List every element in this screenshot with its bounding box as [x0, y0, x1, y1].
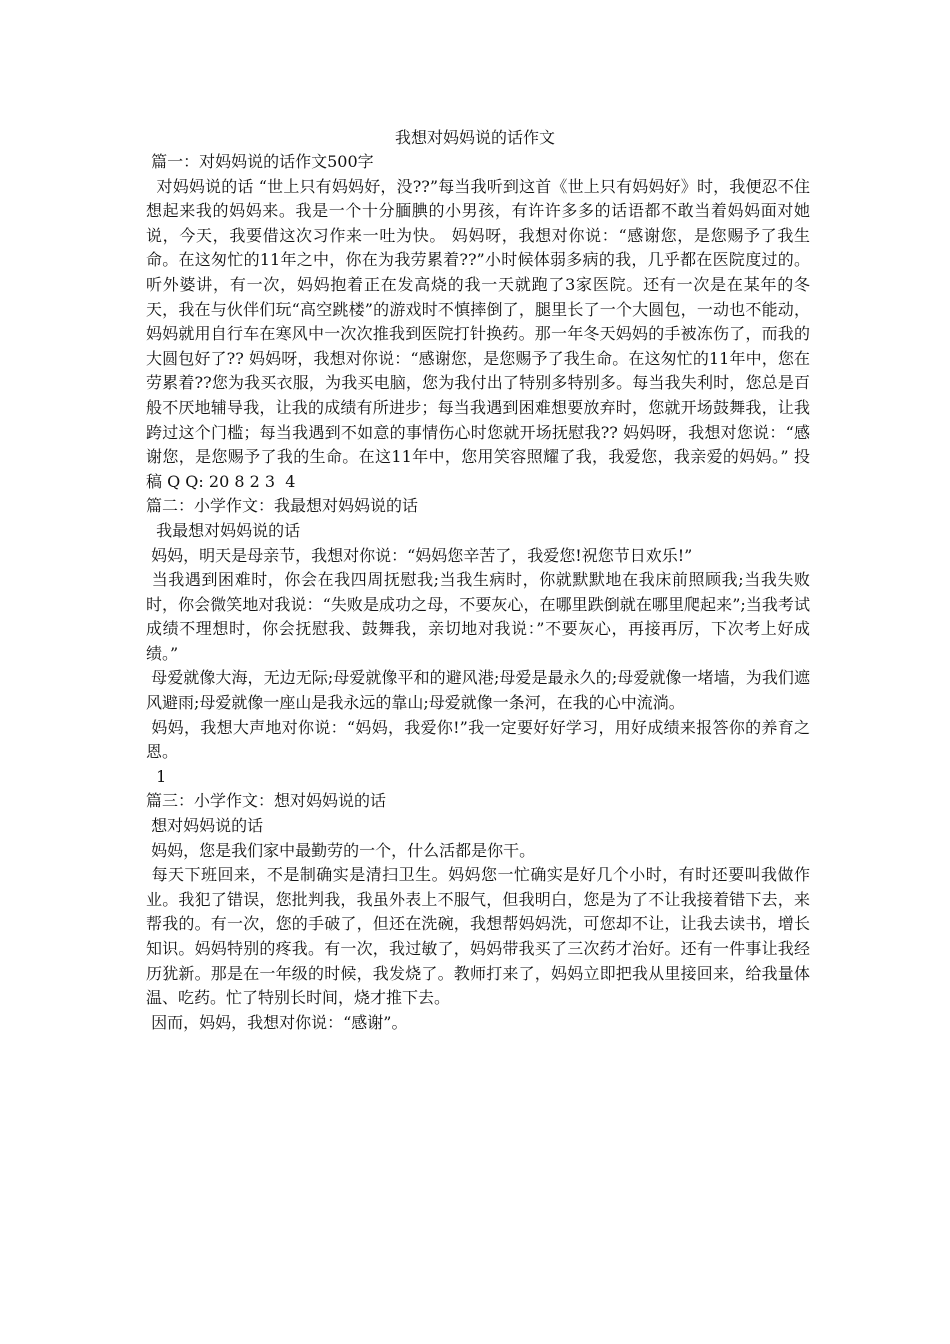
- subtitle: 我最想对妈妈说的话: [146, 520, 301, 540]
- section-heading-3: 篇三：小学作文：想对妈妈说的话: [146, 791, 387, 811]
- paragraph: 因而，妈妈，我想对你说：“感谢”。: [146, 1012, 408, 1032]
- paragraph: 母爱就像大海，无边无际;母爱就像平和的避风港;母爱是最永久的;母爱就像一堵墙，为我们遮风避雨;母爱就像一座山是我永远的靠山;母爱就像一条河，在我的心中流淌。: [146, 668, 810, 713]
- paragraph: 当我遇到困难时，你会在我四周抚慰我;当我生病时，你就默默地在我床前照顾我;当我失败时，你会微笑地对我说：“失败是成功之母，不要灰心，在哪里跌倒就在哪里爬起来”;当我考试成绩不理想时，你会抚慰我、鼓舞我，亲切地对我说：”不要灰心，再接再厉，下次考上好成绩。”: [146, 570, 810, 663]
- paragraph: 对妈妈说的话 “世上只有妈妈好，没??”每当我听到这首《世上只有妈妈好》时，我便忍不住想起来我的妈妈来。我是一个十分腼腆的小男孩，有许许多多的话语都不敢当着妈妈面对她说，今天，我要借这次习作来一吐为快。 妈妈呀，我想对你说：“感谢您，是您赐予了我生命。在这匆忙的11年之中，你在为我劳累着??”小时候体弱多病的我，几乎都在医院度过的。听外婆讲，有一次，妈妈抱着正在发高烧的我一天就跑了3家医院。还有一次是在某年的冬天，我在与伙伴们玩“高空跳楼”的游戏时不慎摔倒了，腿里长了一个大圆包，一动也不能动，妈妈就用自行车在寒风中一次次推我到医院打针换药。那一年冬天妈妈的手被冻伤了，而我的大圆包好了?? 妈妈呀，我想对你说：“感谢您，是您赐予了我生命。在这匆忙的11年中，您在劳累着??您为我买衣服，为我买电脑，您为我付出了特别多特别多。每当我失利时，您总是百般不厌地辅导我，让我的成绩有所进步；每当我遇到困难想要放弃时，您就开场鼓舞我，让我跨过这个门槛；每当我遇到不如意的事情伤心时您就开场抚慰我?? 妈妈呀，我想对您说：“感谢您，是您赐予了我的生命。在这11年中，您用笑容照耀了我，我爱您，我亲爱的妈妈。” 投 稿 Q Q: 20 8 2 3 4: [146, 176, 816, 491]
- paragraph: 妈妈，明天是母亲节，我想对你说：“妈妈您辛苦了，我爱您!祝您节日欢乐!”: [146, 545, 693, 565]
- paragraph: 妈妈，您是我们家中最勤劳的一个，什么活都是你干。: [146, 840, 536, 860]
- page-number: 1: [146, 766, 167, 786]
- subtitle: 想对妈妈说的话: [146, 816, 264, 836]
- section-heading-1: 篇一：对妈妈说的话作文500字: [146, 152, 374, 171]
- paragraph: 妈妈，我想大声地对你说：“妈妈，我爱你!”我一定要好好学习，用好成绩来报答你的养育之恩。: [146, 717, 810, 762]
- document-body: [146, 150, 816, 1035]
- section-heading-2: 篇二：小学作文：我最想对妈妈说的话: [146, 496, 419, 516]
- document-title: 我想对妈妈说的话作文: [394, 128, 555, 147]
- paragraph: 每天下班回来，不是制确实是清扫卫生。妈妈您一忙确实是好几个小时，有时还要叫我做作业。我犯了错误，您批判我，我虽外表上不服气，但我明白，您是为了不让我接着错下去，来帮我的。有一次，您的手破了，但还在洗碗，我想帮妈妈洗，可您却不让，让我去读书，增长知识。妈妈特别的疼我。有一次，我过敏了，妈妈带我买了三次药才治好。还有一件事让我经历犹新。那是在一年级的时候，我发烧了。教师打来了，妈妈立即把我从里接回来，给我量体温、吃药。忙了特别长时间，烧才推下去。: [146, 865, 810, 1008]
